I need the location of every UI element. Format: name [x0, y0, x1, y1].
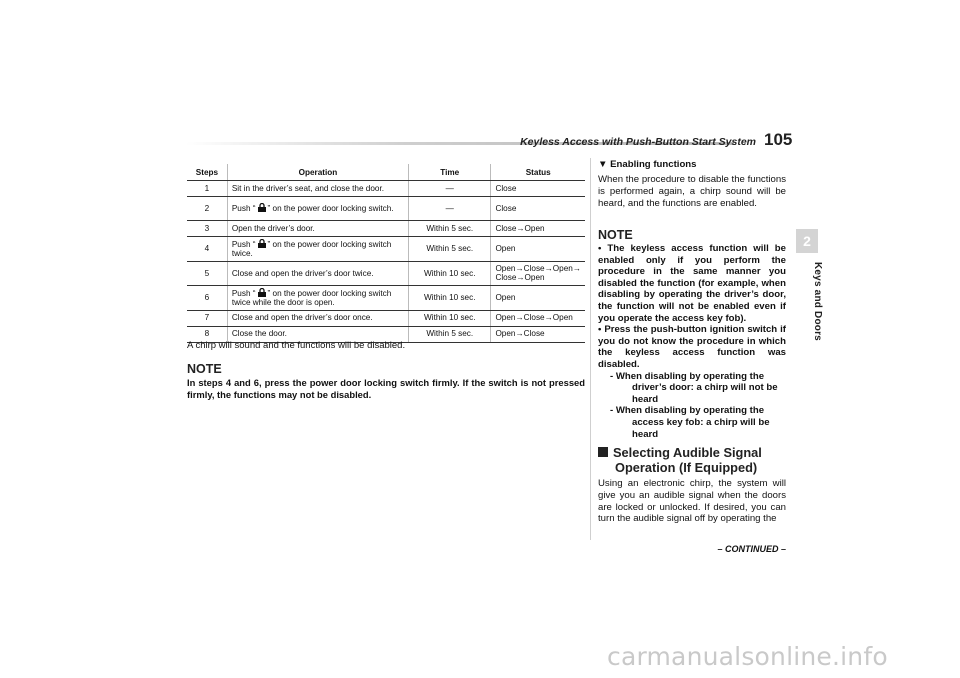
operation-text: Push “	[231, 288, 256, 298]
header-time: Time	[409, 164, 491, 181]
chapter-tab-label: Keys and Doors	[812, 262, 823, 341]
steps-table	[187, 164, 585, 343]
watermark-text: carmanualsonline.info	[607, 642, 888, 671]
step-number: 7	[187, 310, 227, 326]
table-row	[187, 310, 585, 326]
step-number: 6	[187, 285, 227, 310]
table-row	[187, 285, 585, 310]
step-number: 8	[187, 326, 227, 342]
operation-text: Push “	[231, 204, 256, 214]
note-heading-right: NOTE	[598, 228, 633, 242]
page-number: 105	[764, 130, 793, 149]
audible-signal-text: Using an electronic chirp, the system will give you an audible signal when the doors are locked or unlocked. If desired, you can turn the audible signal off by operating the	[598, 478, 786, 525]
operation-text-cont: ” on the power door locking switch.	[267, 204, 394, 214]
running-header-title: Keyless Access with Push-Button Start System	[520, 136, 756, 148]
step-number: 5	[187, 261, 227, 285]
table-row	[187, 181, 585, 197]
header-operation: Operation	[227, 164, 408, 181]
door-lock-icon	[257, 288, 267, 297]
note-list-right	[598, 243, 786, 440]
step-number: 3	[187, 221, 227, 237]
operation-cell	[227, 197, 408, 221]
status-cell: Close	[491, 181, 585, 197]
operation-text: Push “	[231, 240, 256, 249]
chapter-tab-number: 2	[796, 229, 818, 253]
time-cell: —	[409, 197, 491, 221]
operation-cell	[227, 285, 408, 310]
table-row	[187, 197, 585, 221]
section-heading-line1: Selecting Audible Signal	[613, 445, 762, 460]
note-heading-left: NOTE	[187, 362, 222, 376]
table-row	[187, 221, 585, 237]
operation-text-cont: ” on the power door locking switch twice while the door is open.	[231, 288, 392, 308]
operation-cell	[227, 310, 408, 326]
door-lock-icon	[257, 239, 267, 248]
note-text-left: In steps 4 and 6, press the power door locking switch firmly. If the switch is not pressed firmly, the functions may not be disabled.	[187, 377, 585, 400]
table-body	[187, 181, 585, 343]
note-item: • The keyless access function will be enabled only if you perform the procedure in the same manner you disabled the function (for example, when disabling by operating the driver’s door, the function will not be enabled even if you operate the access key fob).	[598, 243, 786, 324]
note-subitem: - When disabling by operating the access key fob: a chirp will be heard	[610, 405, 770, 440]
operation-cell	[227, 221, 408, 237]
operation-text: Close and open the driver’s door twice.	[231, 268, 374, 278]
status-cell: Close	[491, 197, 585, 221]
step-number: 2	[187, 197, 227, 221]
square-bullet-icon	[598, 447, 608, 457]
section-heading	[598, 446, 790, 475]
header-status: Status	[491, 164, 585, 181]
operation-text: Sit in the driver’s seat, and close the door.	[231, 183, 385, 193]
status-cell: Open	[491, 285, 585, 310]
subsection-title: ▼ Enabling functions	[598, 159, 697, 170]
column-divider	[590, 158, 591, 540]
table-row	[187, 261, 585, 285]
step-number: 4	[187, 237, 227, 262]
step-number: 1	[187, 181, 227, 197]
status-cell: Close→Open	[491, 221, 585, 237]
operation-text-cont: ” on the power door locking switch twice.	[231, 240, 392, 259]
time-cell: Within 10 sec.	[409, 285, 491, 310]
operation-cell	[227, 237, 408, 262]
operation-text: Open the driver’s door.	[231, 223, 315, 233]
operation-cell	[227, 181, 408, 197]
operation-cell	[227, 261, 408, 285]
status-cell: Open→Close→Open→ Close→Open	[491, 261, 585, 285]
operation-text: Close the door.	[231, 329, 287, 339]
status-cell: Open→Close	[491, 326, 585, 342]
operation-text: Close and open the driver’s door once.	[231, 313, 373, 323]
continued-marker: – CONTINUED –	[717, 544, 786, 554]
status-cell: Open→Close→Open	[491, 310, 585, 326]
enabling-text: When the procedure to disable the functions is performed again, a chirp sound will be heard, and the functions are enabled.	[598, 174, 786, 209]
table-row	[187, 237, 585, 262]
status-cell: Open	[491, 237, 585, 262]
header-steps: Steps	[187, 164, 227, 181]
time-cell: Within 5 sec.	[409, 237, 491, 262]
table-header-row	[187, 164, 585, 181]
note-subitem: - When disabling by operating the driver’s door: a chirp will not be heard	[610, 370, 778, 405]
door-lock-icon	[257, 203, 267, 212]
section-heading-line2: Operation (If Equipped)	[615, 459, 758, 475]
note-item: • Press the push-button ignition switch if you do not know the procedure in which the keyless access function was disabled.	[598, 324, 786, 370]
time-cell: Within 5 sec.	[409, 326, 491, 342]
time-cell: Within 10 sec.	[409, 310, 491, 326]
chirp-result-text: A chirp will sound and the functions will be disabled.	[187, 340, 406, 351]
time-cell: Within 10 sec.	[409, 261, 491, 285]
time-cell: Within 5 sec.	[409, 221, 491, 237]
time-cell: —	[409, 181, 491, 197]
